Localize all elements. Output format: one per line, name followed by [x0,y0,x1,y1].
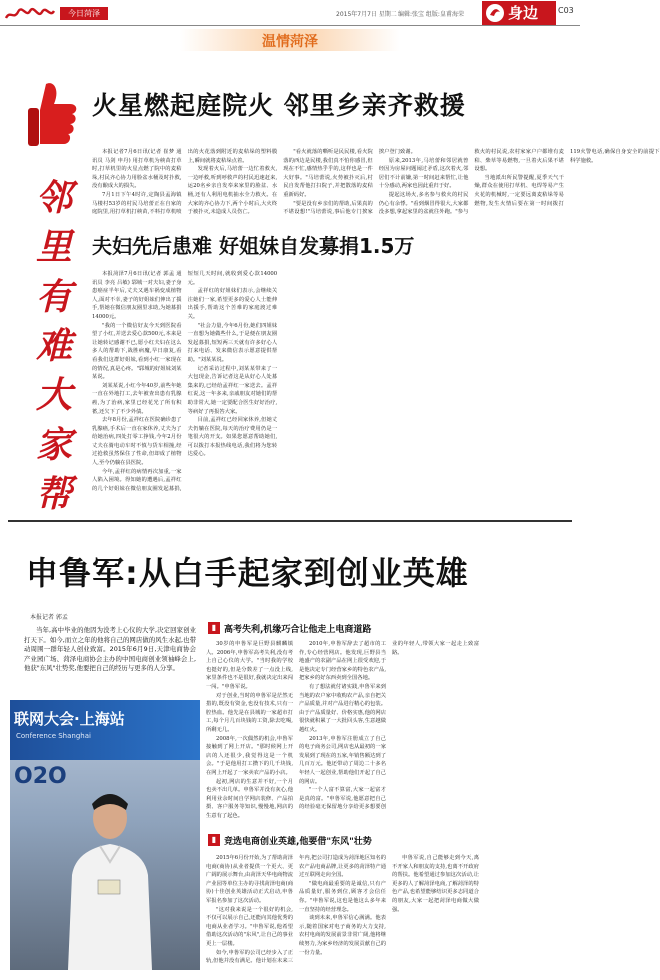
paragraph: 孟祥红的好姐妹们表示,会继续关注她们一家,希望更多的爱心人士能伸出援手,帮助这个苦难的家庭渡过难关。 [187,288,278,320]
swirl-logo-icon [485,3,505,23]
paragraph: "一个人富不算富,大家一起富才是真的富。"申鲁军说,他愿意把自己的经验毫无保留地分享给更多想要创业的年轻人,带领大家一起走上致富路。 [299,641,479,811]
story3-body-upper [206,640,572,828]
paragraph: 发现着火后,马培蕾一边忙着救火,一边呼救,听到呼救声的村民迅速赶来,运20名乡亲自发奉来家里的脸盆、水桶,还有人利用电机抽水全力救火。在大家的齐心协力下,两个小时后,大火终于被扑灭,未造成人员伤亡。 [187,166,278,216]
paragraph: "我的一个微信好友今天到医院看望了小红,并送去爱心款500元,本来是让她转记感谢不已,愿小红夫妇在这么多人的帮助下,战胜病魔,早日康复,看看我们这群好姐妹,看到小红一家现在的情况,真是心疼。"郓城的好姐妹刘某某说。 [92,322,182,381]
paragraph: "社会力量,今年6月份,她们四姐妹一直想为她做些什么,于是便在朋友圈发起募捐,短短两三天就有许多好心人打来电话、发来微信表示愿意提供帮助。"刘某某说。 [187,322,278,363]
paragraph: 去年8月份,孟祥红在医院确诊患了乳腺癌,手术后一直在家休养,丈夫为了给她治病,四处打零工挣钱,今年2月份丈夫在骑电动车时不慎与货车相撞,经过抢救虽然保住了性命,但却成了植物人,至今仍躺在县医院。 [92,417,182,467]
story1-headline: 火星燃起庭院火 邻里乡亲齐救援 [92,91,466,120]
thumbs-up-graphic [26,78,80,158]
story3-headline: 申鲁军:从白手起家到创业英雄 [26,554,469,592]
paragraph: 2015年6月份开始,为了帮助菏泽电商(商协)从业者提供一个更大、更广阔的展示舞台,由菏泽天华电商物流产业园等单位主办的寻找菏泽电商(商协)十佳创业英雄活动正式启动,申鲁军报名参加了这次活动。 [206,855,293,904]
section-badge [482,1,556,25]
story1-body [92,148,660,224]
story3-byline: 本报记者 郭孟 [30,614,68,621]
masthead-rule [0,25,580,26]
story2-headline: 夫妇先后患难 好姐妹自发募捐1.5万 [92,234,415,258]
slogan-char: 家 [35,423,72,466]
slogan-char: 里 [35,226,72,269]
paragraph: "这对我来说是一个很好的机会,不仅可以展示自己,还能向其他优秀的电商从业者学习。"申鲁军说,他希望借助这次活动的"东风",让自己的事业更上一层楼。 [206,906,293,947]
story3-body-lower [206,854,572,972]
section-header-title: 温情菏泽 [262,34,318,50]
paragraph: 刘某某说,小红今年40岁,前些年她一直在外地打工,去年被查出患有乳腺癌,为了治病,家里已经花光了所有积蓄,还欠下了不少外债。 [92,382,182,415]
paragraph: 7月1日下午4时许,定陶县孟海镇马楼村53岁的村民马培蕾正在自家的庭院里,用打草机打秧苗,不料打草机喷出的火花落到附近的麦秸垛的塑料膜上,瞬间就将麦秸垛点着。 [92,149,278,216]
section-title: 身边 [508,4,539,22]
paragraph: 目前,孟祥红已经回家休养,但她丈夫仍躺在医院,每天的治疗费用仍是一笔很大的开支。如果您愿意帮助她们,可以拨打本报热线电话,我们将为您转达爱心。 [187,417,278,458]
paragraph: 对于创业,当时的申鲁军是茫然无措的,既没有资金,也没有技术,只有一腔热血。他先是在县城的一家超市打工,每个月几百块钱的工资,除去吃喝,所剩无几。 [206,692,293,733]
section-header [180,29,400,53]
paragraph: 如今,申鲁军的公司已经步入了正轨,但他并没有满足。他计划在未来三年内,把公司打造成为菏泽地区知名的农产品电商品牌,让更多的菏泽特产通过互联网走向全国。 [206,855,386,965]
paragraph: 2013年,申鲁军注册成立了自己的电子商务公司,网店也从最初的一家发展到了现在的五家,年销售额达到了几百万元。他还带动了周边二十多名年轻人一起创业,帮助他们开起了自己的网店。 [299,735,386,785]
page-number: C03 [558,6,574,15]
subhead-1 [208,622,398,636]
paragraph: 起初,网店的生意并不好,一个月也卖不出几单。申鲁军并没有灰心,他利用业余时间自学网店装修、产品拍摄、客户服务等知识,慢慢地,网店的生意有了起色。 [206,778,293,819]
paragraph: 原来,2013年,马培蕾和邻居就曾经因为房屋问题闹过矛盾,这次着火,邻居们不计前嫌,第一时间赶来帮忙,让他十分感动,两家也因此重归于好。 [378,157,469,190]
paragraph: 当地派出所民警提醒,夏季天气干燥,群众在使用打草机、电焊等易产生火花的机械时,一定要远离麦秸垛等易燃物,发生火情后要在第一时间拨打119火警电话,确保自身安全的前提下科学施救。 [474,149,660,207]
paragraph: 30岁的申鲁军是巨野县麒麟镇人。2006年,申鲁军高考失利,没有考上自己心仪的大学。"当时我的学校也挺好的,但是分数差了一点没上线,家里条件也不是很好,我就决定出来闯一闯。"申鲁军说。 [206,641,293,690]
editors-line: 编辑:张宝 组版:皇甫海荣 [398,11,464,18]
paragraph: "看火就落的嘶听是民民楼,看火院落的西边是民楼,我们真不怕你感冒,但现在不忙,感情热乎乎的,这样也是一件大好事。"马培蕾说,火势被扑灭后,村民自发帮他打扫院子,并把散落的麦秸重新码好。 [283,149,373,198]
paper-logo-icon [4,6,56,22]
story2-body [92,270,564,506]
subhead-text: 高考失利,机缘巧合让他走上电商道路 [224,625,372,635]
subhead-marker-icon: ▮ [208,834,220,846]
story3-lead: 当年,高中毕业的他因为没考上心仪的大学,决定回家创业打天下。如今,而立之年的他将自己的网店做的风生水起,也带动周围一群年轻人创业致富。2015年6月9日,天津电商协会产业园广场、菏泽电商协会主办的中国电商创业领袖峰会上,他获"东风"壮势奖,他要把自己的经历与更多的人分享。 [24,626,196,673]
person-figure [10,700,200,970]
slogan-char: 邻 [35,177,72,219]
photo-banner-text: 联网大会·上海站 [14,710,125,728]
paragraph: "要是没有乡亲们的帮助,后果真的不堪设想!"马培蕾说,事后他专门挨家挨户登门致谢。 [283,149,416,216]
subhead-marker-icon: ▮ [208,622,220,634]
slogan-char: 帮 [35,472,72,515]
paragraph: 谈到未来,申鲁军信心满满。他表示,随着国家对电子商务的大力支持,农村电商的发展前景非常广阔,他将继续努力,为家乡经济的发展贡献自己的一份力量。 [299,915,386,956]
edition-tag: 今日菏泽 [60,7,108,20]
paragraph: 2010年,申鲁军辞去了超市的工作,专心经营网店。他发现,巨野县当地盛产的农副产品在网上很受欢迎,于是他决定专门经营家乡的特色农产品,把家乡的好东西卖到全国各地。 [299,641,386,682]
paragraph: 今年,孟祥红的病情再次加重,一家人陷入困境。得知她的遭遇后,孟祥红的几个好姐妹在微信朋友圈发起募捐,短短几天时间,就收到爱心款14000元。 [92,271,278,492]
story3-photo [10,700,200,970]
slogan-char: 难 [35,324,72,367]
paragraph: 有了想法就付诸实践,申鲁军来到当地的农户家中收购农产品,亲自把关产品质量,并对产品进行精心的包装。由于产品质量好、价格实惠,他的网店很快就积累了一大批回头客,生意越做越红火。 [299,683,386,733]
paper-logo [4,6,56,22]
slogan-column [30,176,78,516]
subhead-2 [208,834,418,848]
subhead-text: 竞选电商创业英雄,他要借"东风"壮势 [224,837,372,847]
slogan-char: 大 [35,374,72,417]
slogan-char: 有 [35,275,72,318]
paragraph: "做电商最重要的是诚信,只有产品质量好,服务到位,顾客才会信任你。"申鲁军说,这也是他这么多年来一直坚持的经营理念。 [299,880,386,913]
paragraph: 提起这场火,多名参与救火的村民仍心有余悸。"看到烟冒得很大,大家都没多想,拿起家里的盆就往外跑。"参与救火的村民说,农村家家户户都堆有麦秸、柴草等易燃物,一旦着火后果不堪设想。 [378,149,564,216]
photo-banner-subtext: Conference Shanghai [16,732,91,740]
issue-date: 2015年7月7日 星期二 [336,11,397,18]
section-divider [8,520,572,522]
thumbs-up-icon [26,78,80,158]
paragraph: 本报菏泽7月6日讯(记者 郭孟 通讯员 李亮 吕敏) 郓城一对夫妇,妻子身患癌症半年后,丈夫又遇车祸变成植物人,面对不幸,妻子的好姐妹们伸出了援手,帮她在微信朋友圈里求助,为她募捐14000元。 [92,271,182,320]
paragraph: 本报记者7月6日讯(记者 崔梦 通讯员 马剑 申丹) 用打草机为秧苗打草时,打草机里的火星点燃了院中的麦秸垛,村民齐心协力用脸盆水桶及时扑救,没有酿成大的损失。 [92,149,182,190]
paragraph: 记者采访过程中,刘某某带来了一大包现金,告诉记者这是从好心人处募集来的,已经给孟祥红一家送去。孟祥红说,这一年多来,亲戚朋友对她们的帮助非常大,她一定要配合医生好好治疗,等病好了再报答大家。 [187,365,278,415]
photo-banner-year: O2O [14,764,67,789]
paragraph: 2008年,一次偶然的机会,申鲁军接触到了网上开店。"那时候网上开店的人还很少,我觉得这是一个机会。"于是他用打工攒下的几千块钱,在网上开起了一家卖农产品的小店。 [206,735,293,776]
paragraph: 申鲁军说,自己能够走到今天,离不开家人和朋友的支持,也离不开政府的帮扶。他希望通过参加这次活动,让更多的人了解菏泽电商,了解菏泽的特色产品,也希望能够结识更多志同道合的朋友,大家一起把菏泽电商做大做强。 [392,855,479,913]
